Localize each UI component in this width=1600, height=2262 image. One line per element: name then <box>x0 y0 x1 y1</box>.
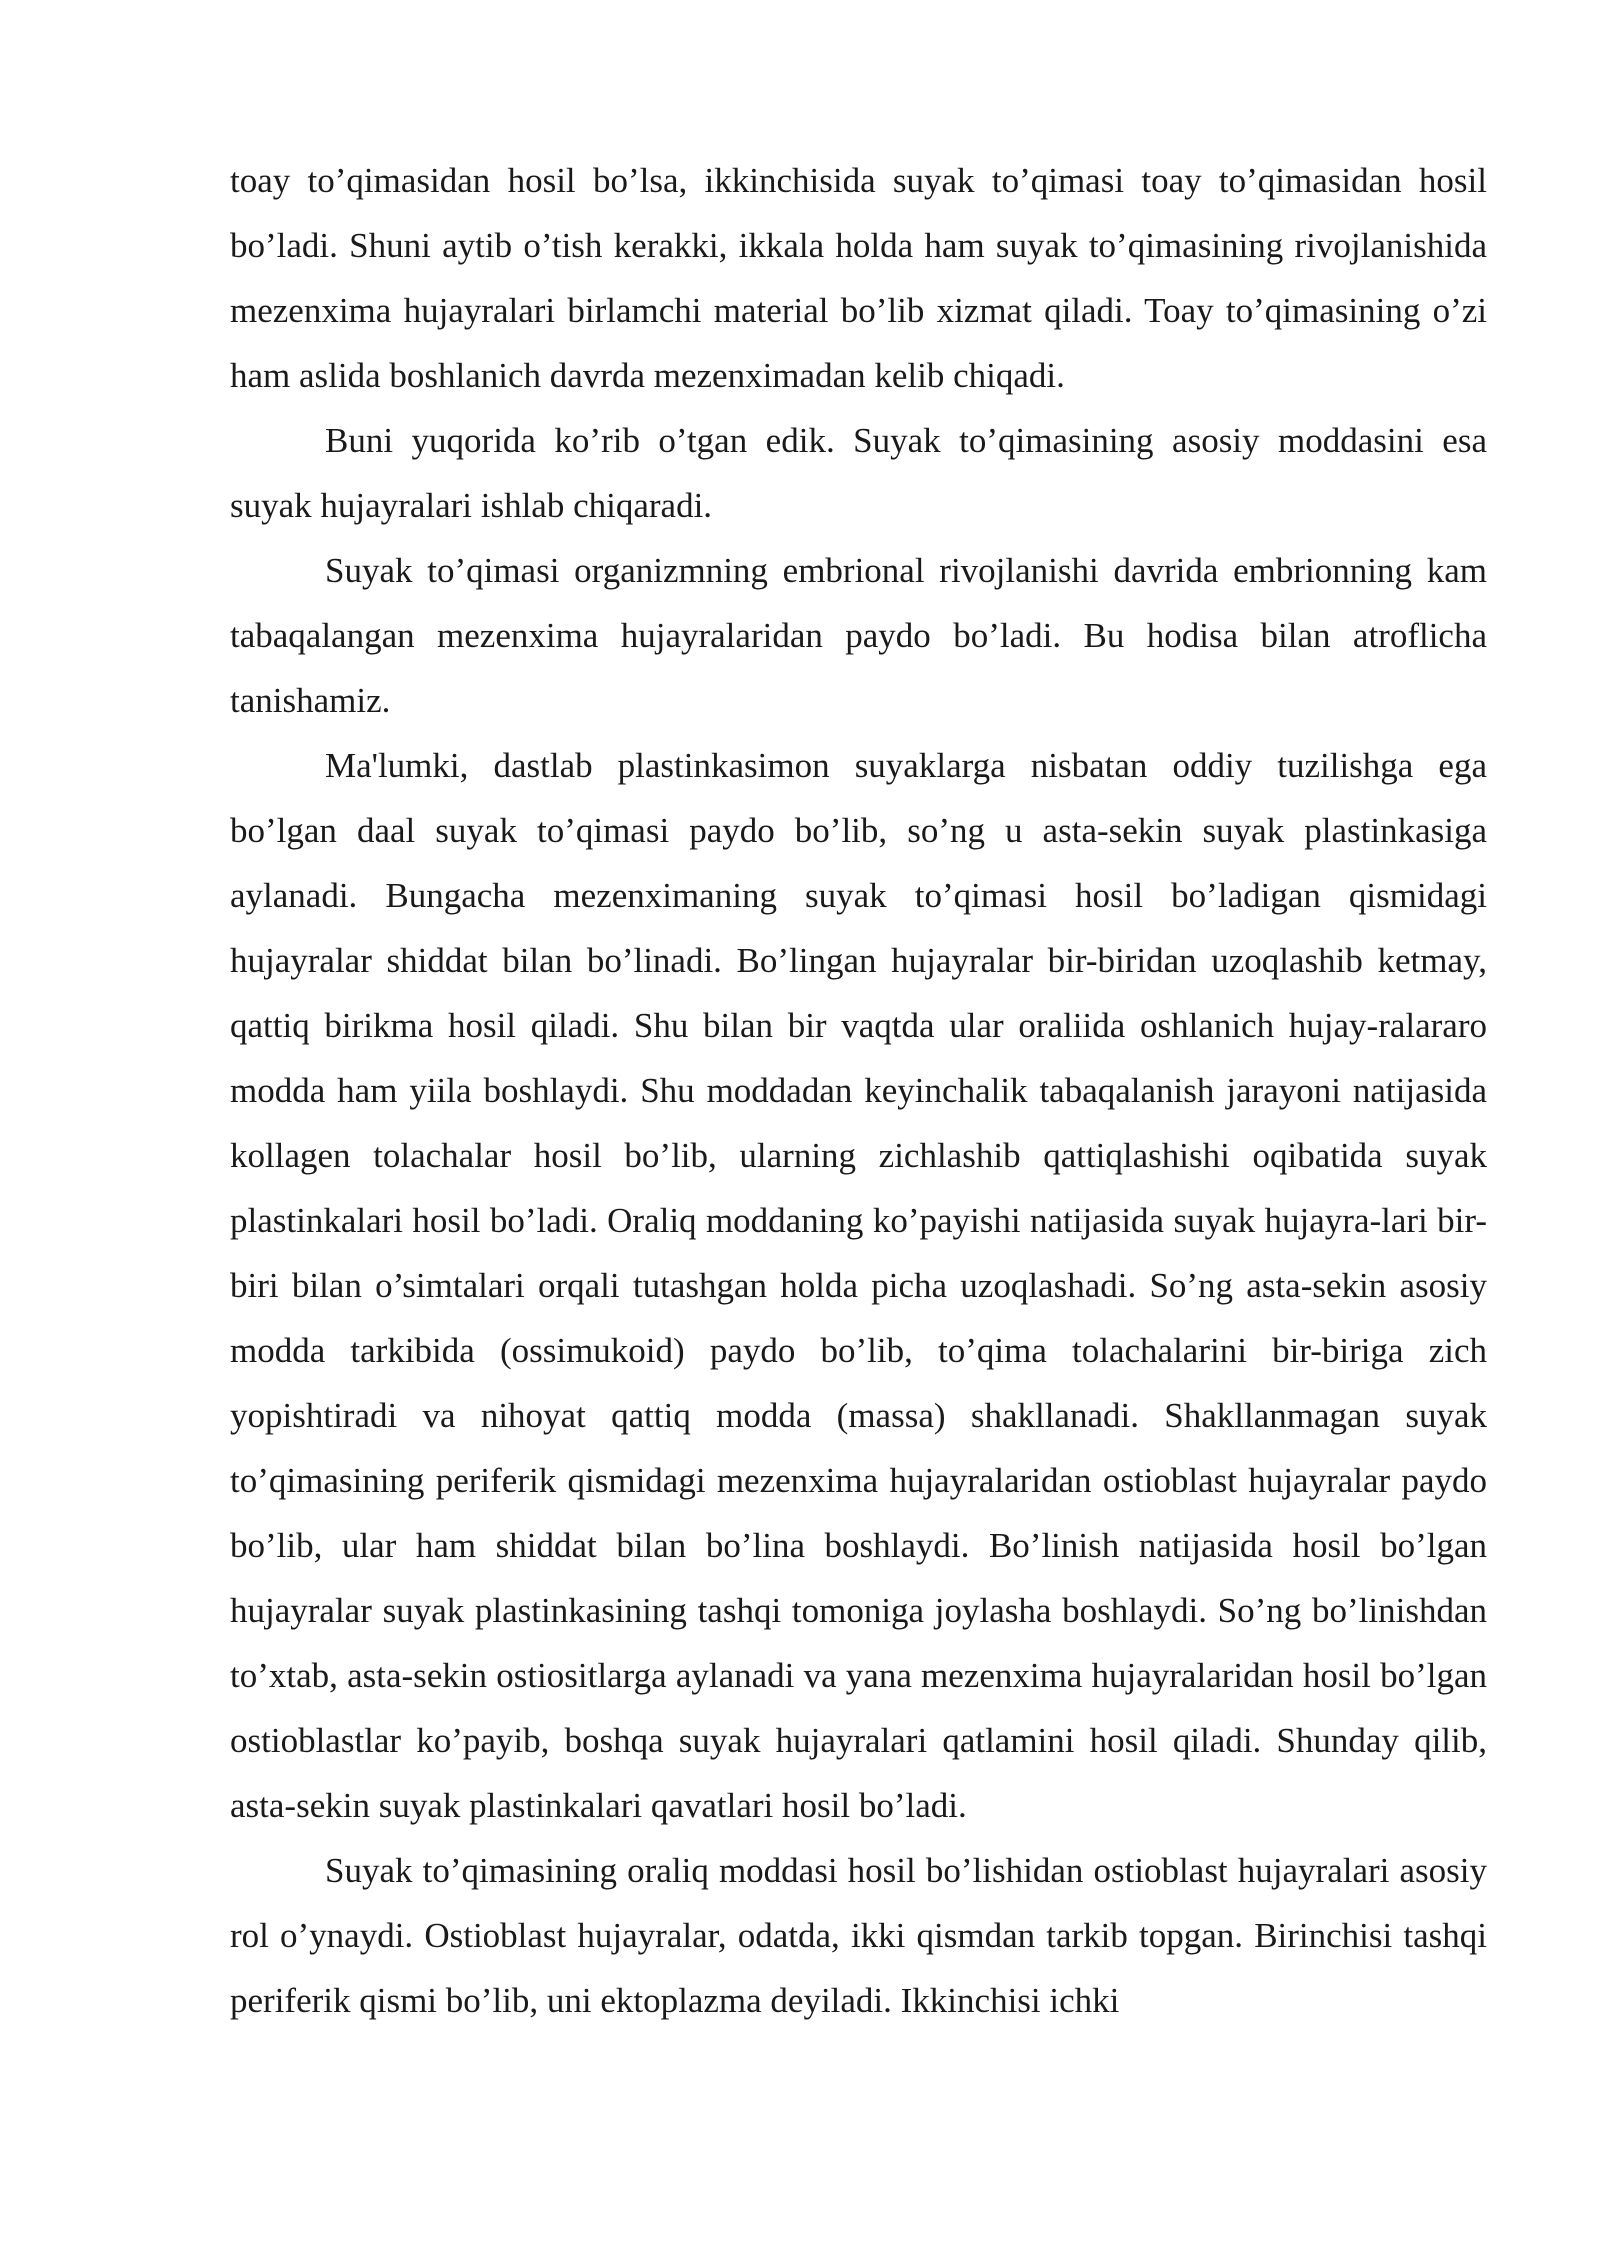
paragraph-continued: Suyak to’qimasining oraliq moddasi hosil bo’lishidan ostioblast hujayralari asosiy rol o’ynaydi. Ostioblast hujayralar, odatda, ikki qismdan tarkib topgan. Birinchisi tashqi periferik qismi bo’lib, uni ektoplazma deyiladi. Ikkinchisi ichki <box>230 1851 1487 2020</box>
paragraph-continuation: toay to’qimasidan hosil bo’lsa, ikkinchisida suyak to’qimasi toay to’qimasidan hosil bo’ladi. Shuni aytib o’tish kerakki, ikkala holda ham suyak to’qimasining rivojlanishida mezenxima hujayralari birlamchi material bo’lib xizmat qiladi. Toay to’qimasining o’zi ham aslida boshlanich davrda mezenximadan kelib chiqadi. <box>230 161 1487 395</box>
document-page <box>230 148 1487 2033</box>
paragraph: Buni yuqorida ko’rib o’tgan edik. Suyak to’qimasining asosiy moddasini esa suyak hujayralari ishlab chiqaradi. <box>230 421 1487 525</box>
paragraph: Suyak to’qimasi organizmning embrional rivojlanishi davrida embrionning kam tabaqalangan mezenxima hujayralaridan paydo bo’ladi. Bu hodisa bilan atroflicha tanishamiz. <box>230 551 1487 720</box>
paragraph: Ma'lumki, dastlab plastinkasimon suyaklarga nisbatan oddiy tuzilishga ega bo’lgan daal suyak to’qimasi paydo bo’lib, so’ng u asta-sekin suyak plastinkasiga aylanadi. Bungacha mezenximaning suyak to’qimasi hosil bo’ladigan qismidagi hujayralar shiddat bilan bo’linadi. Bo’lingan hujayralar bir-biridan uzoqlashib ketmay, qattiq birikma hosil qiladi. Shu bilan bir vaqtda ular oraliida oshlanich hujay-ralararo modda ham yiila boshlaydi. Shu moddadan keyinchalik tabaqalanish jarayoni natijasida kollagen tolachalar hosil bo’lib, ularning zichlashib qattiqlashishi oqibatida suyak plastinkalari hosil bo’ladi. Oraliq moddaning ko’payishi natijasida suyak hujayra-lari bir-biri bilan o’simtalari orqali tutashgan holda picha uzoqlashadi. So’ng asta-sekin asosiy modda tarkibida (ossimukoid) paydo bo’lib, to’qima tolachalarini bir-biriga zich yopishtiradi va nihoyat qattiq modda (massa) shakllanadi. Shakllanmagan suyak to’qimasining periferik qismidagi mezenxima hujayralaridan ostioblast hujayralar paydo bo’lib, ular ham shiddat bilan bo’lina boshlaydi. Bo’linish natijasida hosil bo’lgan hujayralar suyak plastinkasining tashqi tomoniga joylasha boshlaydi. So’ng bo’linishdan to’xtab, asta-sekin ostiositlarga aylanadi va yana mezenxima hujayralaridan hosil bo’lgan ostioblastlar ko’payib, boshqa suyak hujayralari qatlamini hosil qiladi. Shunday qilib, asta-sekin suyak plastinkalari qavatlari hosil bo’ladi. <box>230 746 1487 1825</box>
